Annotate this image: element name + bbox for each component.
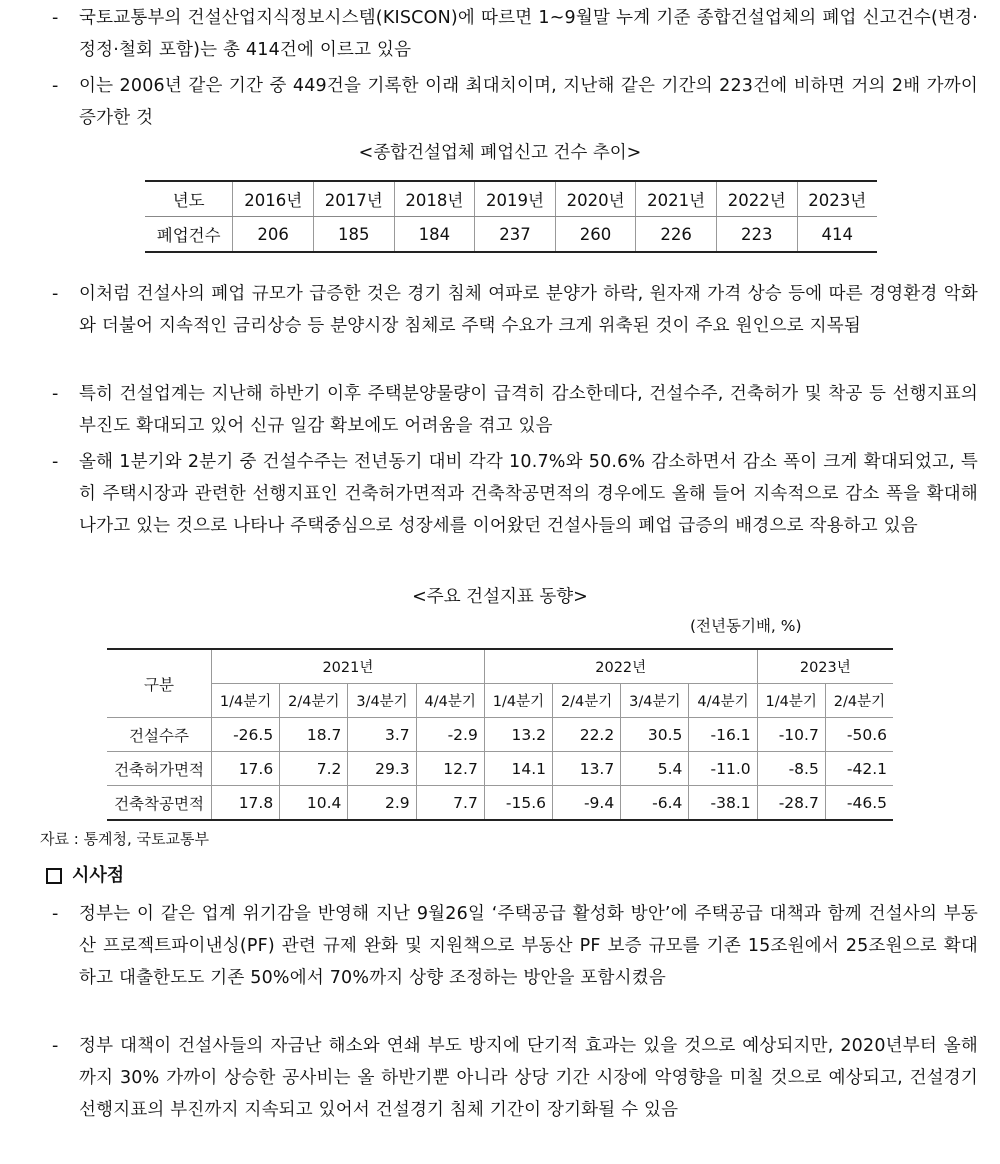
year-group-header: 2022년	[484, 649, 757, 684]
quarter-header: 2/4분기	[825, 684, 893, 718]
value-cell: 17.8	[212, 786, 280, 821]
paragraph-text: 올해 1분기와 2분기 중 건설수주는 전년동기 대비 각각 10.7%와 50.6% 감소하면서 감소 폭이 크게 확대되었고, 특히 주택시장과 관련한 선행지표인 건축허가면적과 건축착공면적의 경우에도 올해 들어 지속적으로 감소 폭을 확대해 나가고 있는 것으로 나타나 주택중심으로 성장세를 이어왔던 건설사들의 폐업 급증의 배경으로 작용하고 있음	[79, 452, 978, 536]
unit-label: (전년동기배, %)	[690, 617, 802, 635]
value-cell: 226	[636, 217, 717, 253]
value-cell: 18.7	[280, 718, 348, 752]
bullet-paragraph	[52, 446, 978, 542]
table-header-row	[107, 649, 893, 684]
paragraph-text: 특히 건설업계는 지난해 하반기 이후 주택분양물량이 급격히 감소한데다, 건설수주, 건축허가 및 착공 등 선행지표의 부진도 확대되고 있어 신규 일감 확보에도 어려움을 겪고 있음	[79, 384, 978, 436]
value-cell: 414	[797, 217, 877, 253]
row-label: 폐업건수	[145, 217, 233, 253]
construction-indicators-table	[107, 648, 893, 821]
table-subheader-row	[107, 684, 893, 718]
value-cell: -28.7	[757, 786, 825, 821]
header-label: 년도	[145, 181, 233, 217]
paragraph-text: 국토교통부의 건설산업지식정보시스템(KISCON)에 따르면 1~9월말 누계 기준 종합건설업체의 폐업 신고건수(변경·정정·철회 포함)는 총 414건에 이르고 있음	[79, 8, 978, 60]
section-title: 시사점	[72, 865, 125, 886]
value-cell: 12.7	[416, 752, 484, 786]
value-cell: 3.7	[348, 718, 416, 752]
value-cell: 29.3	[348, 752, 416, 786]
paragraph-text: 이처럼 건설사의 폐업 규모가 급증한 것은 경기 침체 여파로 분양가 하락, 원자재 가격 상승 등에 따른 경영환경 악화와 더불어 지속적인 금리상승 등 분양시장 침체로 주택 수요가 크게 위축된 것이 주요 원인으로 지목됨	[79, 284, 978, 336]
value-cell: 2.9	[348, 786, 416, 821]
quarter-header: 1/4분기	[212, 684, 280, 718]
bullet-dash: -	[52, 284, 59, 304]
bullet-dash: -	[52, 8, 59, 28]
value-cell: 184	[394, 217, 475, 253]
paragraph-text: 정부 대책이 건설사들의 자금난 해소와 연쇄 부도 방지에 단기적 효과는 있을 것으로 예상되지만, 2020년부터 올해까지 30% 가까이 상승한 공사비는 올 하반기뿐 아니라 상당 기간 시장에 악영향을 미칠 것으로 예상되고, 건설경기 선행지표의 부진까지 지속되고 있어서 건설경기 침체 기간이 장기화될 수 있음	[79, 1036, 978, 1120]
row-label: 건설수주	[107, 718, 212, 752]
table-header-row	[145, 181, 877, 217]
bullet-dash: -	[52, 1036, 59, 1056]
value-cell: -9.4	[553, 786, 621, 821]
value-cell: 237	[475, 217, 556, 253]
value-cell: 14.1	[484, 752, 552, 786]
year-cell: 2018년	[394, 181, 475, 217]
table-row	[107, 786, 893, 821]
value-cell: 30.5	[621, 718, 689, 752]
quarter-header: 4/4분기	[689, 684, 757, 718]
value-cell: -11.0	[689, 752, 757, 786]
value-cell: 7.7	[416, 786, 484, 821]
table-row	[145, 217, 877, 253]
value-cell: -46.5	[825, 786, 893, 821]
value-cell: 13.2	[484, 718, 552, 752]
table-row	[107, 718, 893, 752]
row-label: 건축착공면적	[107, 786, 212, 821]
bullet-paragraph	[52, 898, 978, 994]
value-cell: 5.4	[621, 752, 689, 786]
value-cell: 17.6	[212, 752, 280, 786]
closure-count-table	[145, 180, 877, 253]
year-cell: 2016년	[233, 181, 314, 217]
year-cell: 2020년	[555, 181, 636, 217]
paragraph-text: 정부는 이 같은 업계 위기감을 반영해 지난 9월26일 ‘주택공급 활성화 방안’에 주택공급 대책과 함께 건설사의 부동산 프로젝트파이낸싱(PF) 관련 규제 완화 및 지원책으로 부동산 PF 보증 규모를 기존 15조원에서 25조원으로 확대하고 대출한도도 기존 50%에서 70%까지 상향 조정하는 방안을 포함시켰음	[79, 904, 978, 988]
bullet-paragraph	[52, 278, 978, 342]
value-cell: -50.6	[825, 718, 893, 752]
year-cell: 2019년	[475, 181, 556, 217]
row-label: 건축허가면적	[107, 752, 212, 786]
value-cell: -2.9	[416, 718, 484, 752]
year-cell: 2023년	[797, 181, 877, 217]
bullet-paragraph	[52, 70, 978, 134]
year-cell: 2022년	[716, 181, 797, 217]
quarter-header: 3/4분기	[621, 684, 689, 718]
value-cell: 22.2	[553, 718, 621, 752]
table2-caption: <주요 건설지표 동향>	[412, 587, 588, 607]
table-row	[107, 752, 893, 786]
value-cell: -10.7	[757, 718, 825, 752]
value-cell: -15.6	[484, 786, 552, 821]
quarter-header: 2/4분기	[280, 684, 348, 718]
bullet-dash: -	[52, 384, 59, 404]
value-cell: -8.5	[757, 752, 825, 786]
quarter-header: 2/4분기	[553, 684, 621, 718]
corner-label: 구분	[107, 649, 212, 718]
bullet-dash: -	[52, 76, 59, 96]
value-cell: 185	[313, 217, 394, 253]
value-cell: 10.4	[280, 786, 348, 821]
year-cell: 2017년	[313, 181, 394, 217]
value-cell: -26.5	[212, 718, 280, 752]
value-cell: 260	[555, 217, 636, 253]
table1-caption: <종합건설업체 폐업신고 건수 추이>	[358, 143, 642, 163]
quarter-header: 1/4분기	[757, 684, 825, 718]
year-group-header: 2023년	[757, 649, 893, 684]
source-note: 자료 : 통계청, 국토교통부	[40, 830, 210, 848]
value-cell: -38.1	[689, 786, 757, 821]
bullet-paragraph	[52, 1030, 978, 1126]
year-cell: 2021년	[636, 181, 717, 217]
section-heading	[46, 862, 124, 890]
value-cell: 7.2	[280, 752, 348, 786]
quarter-header: 4/4분기	[416, 684, 484, 718]
quarter-header: 3/4분기	[348, 684, 416, 718]
quarter-header: 1/4분기	[484, 684, 552, 718]
bullet-dash: -	[52, 904, 59, 924]
value-cell: 223	[716, 217, 797, 253]
bullet-paragraph	[52, 378, 978, 442]
value-cell: -6.4	[621, 786, 689, 821]
value-cell: 13.7	[553, 752, 621, 786]
value-cell: -42.1	[825, 752, 893, 786]
bullet-dash: -	[52, 452, 59, 472]
year-group-header: 2021년	[212, 649, 485, 684]
bullet-paragraph	[52, 2, 978, 66]
paragraph-text: 이는 2006년 같은 기간 중 449건을 기록한 이래 최대치이며, 지난해 같은 기간의 223건에 비하면 거의 2배 가까이 증가한 것	[79, 76, 978, 128]
value-cell: -16.1	[689, 718, 757, 752]
checkbox-square-icon	[46, 868, 62, 884]
value-cell: 206	[233, 217, 314, 253]
